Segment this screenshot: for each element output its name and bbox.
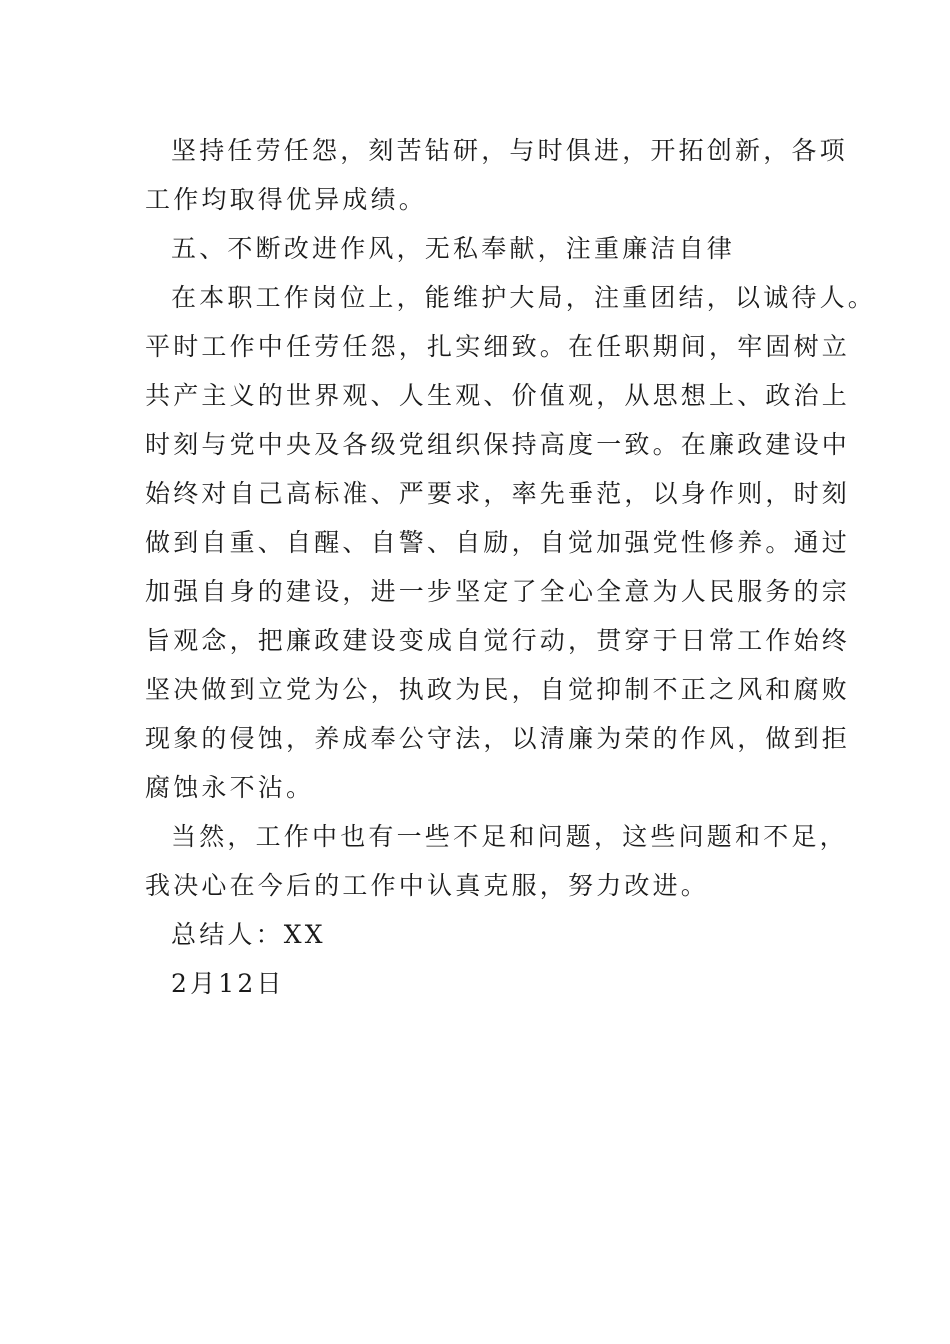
document-body: [145, 126, 877, 1008]
paragraph-line: 腐蚀永不沾。: [145, 773, 315, 802]
paragraph-line: 始终对自己高标准、严要求，率先垂范，以身作则，时刻: [145, 479, 851, 508]
paragraph-line: 做到自重、自醒、自警、自励，自觉加强党性修养。通过: [145, 528, 851, 557]
paragraph-line: 坚持任劳任怨，刻苦钻研，与时俱进，开拓创新，各项: [171, 136, 848, 165]
paragraph-line: 现象的侵蚀，养成奉公守法，以清廉为荣的作风，做到拒: [145, 724, 851, 753]
paragraph-line: 当然，工作中也有一些不足和问题，这些问题和不足，: [171, 822, 848, 851]
paragraph-line: 旨观念，把廉政建设变成自觉行动，贯穿于日常工作始终: [145, 626, 851, 655]
paragraph-line: 平时工作中任劳任怨，扎实细致。在任职期间，牢固树立: [145, 332, 851, 361]
paragraph-line: 工作均取得优异成绩。: [145, 185, 428, 214]
paragraph-line: 坚决做到立党为公，执政为民，自觉抑制不正之风和腐败: [145, 675, 851, 704]
paragraph-line: 加强自身的建设，进一步坚定了全心全意为人民服务的宗: [145, 577, 851, 606]
date-line: 2月12日: [171, 969, 285, 998]
paragraph-line: 共产主义的世界观、人生观、价值观，从思想上、政治上: [145, 381, 851, 410]
signature-line: 总结人：XX: [171, 920, 326, 949]
paragraph-line: 我决心在今后的工作中认真克服，努力改进。: [145, 871, 710, 900]
paragraph-line: 在本职工作岗位上，能维护大局，注重团结，以诚待人。: [171, 283, 877, 312]
section-heading: 五、不断改进作风，无私奉献，注重廉洁自律: [171, 234, 736, 263]
paragraph-line: 时刻与党中央及各级党组织保持高度一致。在廉政建设中: [145, 430, 851, 459]
